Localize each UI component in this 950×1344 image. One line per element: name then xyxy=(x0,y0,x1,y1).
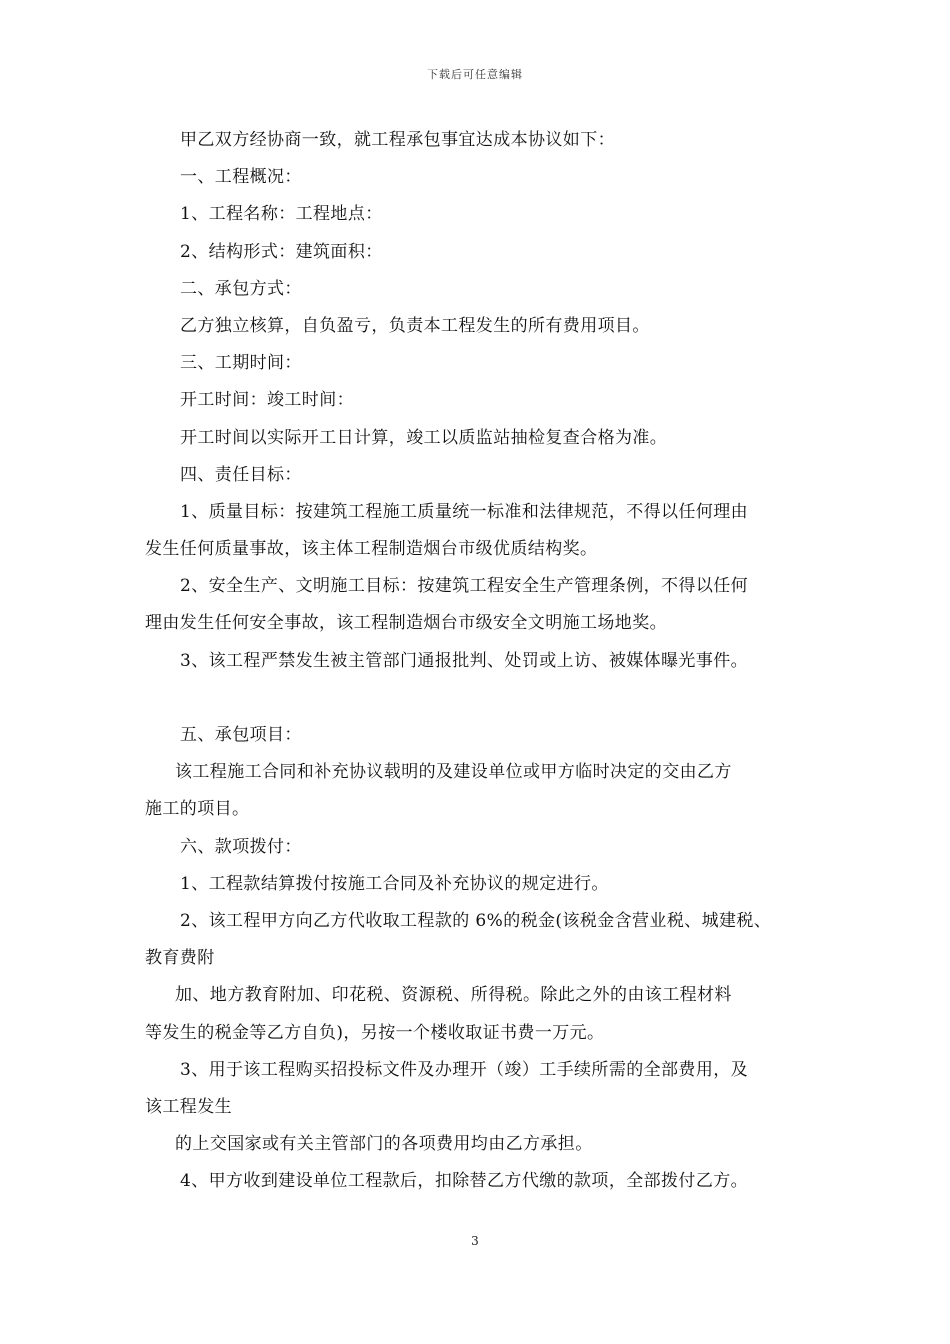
paragraph-continuation: 施工的项目。 xyxy=(145,799,250,820)
section-heading-contract-mode: 二、承包方式： xyxy=(180,278,302,299)
section-heading-payment: 六、款项拨付： xyxy=(180,836,302,857)
paragraph: 开工时间以实际开工日计算，竣工以质监站抽检复查合格为准。 xyxy=(180,427,668,448)
list-item: 4、甲方收到建设单位工程款后，扣除替乙方代缴的款项，全部拨付乙方。 xyxy=(180,1171,749,1192)
intro-paragraph: 甲乙双方经协商一致，就工程承包事宜达成本协议如下： xyxy=(180,130,615,150)
list-item: 2、安全生产、文明施工目标：按建筑工程安全生产管理条例，不得以任何 xyxy=(180,576,749,597)
section-heading-targets: 四、责任目标： xyxy=(180,464,302,485)
list-item-continuation: 教育费附 xyxy=(145,948,215,969)
page-header: 下载后可任意编辑 xyxy=(427,68,523,81)
list-item-continuation: 发生任何质量事故，该主体工程制造烟台市级优质结构奖。 xyxy=(145,539,598,560)
paragraph: 乙方独立核算，自负盈亏，负责本工程发生的所有费用项目。 xyxy=(180,315,650,336)
list-item-continuation: 加、地方教育附加、印花税、资源税、所得税。除此之外的由该工程材料 xyxy=(175,985,732,1006)
list-item: 3、用于该工程购买招投标文件及办理开（竣）工手续所需的全部费用，及 xyxy=(180,1059,749,1080)
list-item-continuation: 等发生的税金等乙方自负)，另按一个楼收取证书费一万元。 xyxy=(145,1022,605,1043)
list-item-continuation: 理由发生任何安全事故，该工程制造烟台市级安全文明施工场地奖。 xyxy=(145,613,667,634)
list-item: 1、工程名称：工程地点： xyxy=(180,204,383,225)
page-number: 3 xyxy=(471,1234,479,1248)
list-item: 2、结构形式：建筑面积： xyxy=(180,241,383,262)
list-item-continuation: 的上交国家或有关主管部门的各项费用均由乙方承担。 xyxy=(175,1134,593,1155)
list-item: 3、该工程严禁发生被主管部门通报批判、处罚或上访、被媒体曝光事件。 xyxy=(180,650,749,671)
blank-line xyxy=(145,680,813,717)
list-item: 2、该工程甲方向乙方代收取工程款的 6%的税金(该税金含营业税、城建税、 xyxy=(180,910,772,931)
list-item-continuation: 该工程发生 xyxy=(145,1096,232,1117)
section-heading-contract-items: 五、承包项目： xyxy=(180,725,302,745)
section-heading-schedule: 三、工期时间： xyxy=(180,353,302,374)
list-item: 1、工程款结算拨付按施工合同及补充协议的规定进行。 xyxy=(180,873,609,894)
document-body xyxy=(145,122,813,1200)
paragraph: 该工程施工合同和补充协议载明的及建设单位或甲方临时决定的交由乙方 xyxy=(175,762,732,783)
paragraph: 开工时间：竣工时间： xyxy=(180,390,354,411)
section-heading-overview: 一、工程概况： xyxy=(180,167,302,188)
list-item: 1、质量目标：按建筑工程施工质量统一标准和法律规范，不得以任何理由 xyxy=(180,501,749,522)
